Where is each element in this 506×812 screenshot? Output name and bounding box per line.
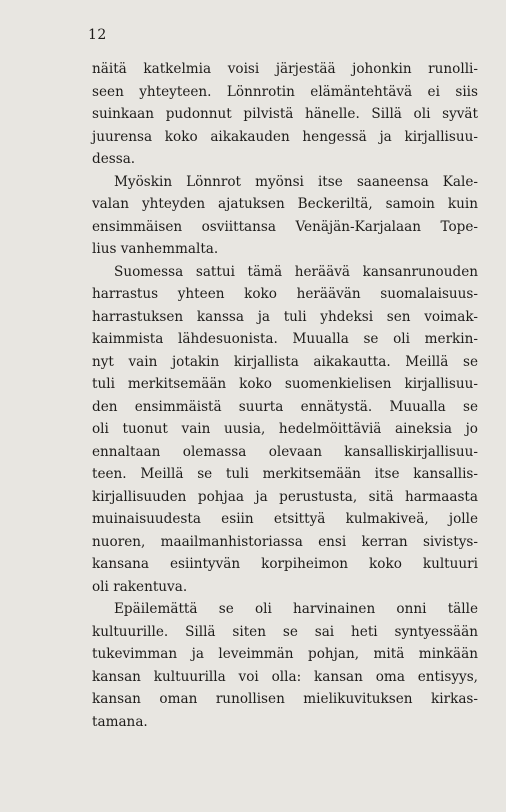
text-line: Suomessa sattui tämä heräävä kansanrunouden [114, 263, 478, 280]
text-line: valan yhteyden ajatuksen Beckeriltä, samoin kuin [92, 196, 478, 212]
text-line: juurensa koko aikakauden hengessä ja kirjallisuu- [92, 128, 478, 145]
text-line: ensimmäisen osviittansa Venäjän-Karjalaan Tope- [92, 218, 478, 235]
text-line: Epäilemättä se oli harvinainen onni tälle [114, 601, 478, 617]
text-line: kaimmista lähdesuonista. Muualla se oli merkin- [92, 331, 478, 347]
text-line: kansana esiintyvän korpiheimon koko kultuuri [92, 556, 478, 572]
text-line: tamana. [92, 713, 148, 730]
text-line: Myöskin Lönnrot myönsi itse saaneensa Kale- [114, 173, 478, 190]
text-line: nyt vain jotakin kirjallista aikakautta. Meillä se [92, 353, 478, 370]
text-line: seen yhteyteen. Lönnrotin elämäntehtävä ei siis [92, 83, 478, 100]
text-line: muinaisuudesta esiin etsittyä kulmakiveä, jolle [92, 511, 478, 527]
text-line: dessa. [92, 151, 136, 167]
text-line: harrastus yhteen koko heräävän suomalaisuus- [92, 286, 478, 302]
page-number: 12 [88, 27, 107, 43]
text-line: kansan kultuurilla voi olla: kansan oma entisyys, [92, 668, 478, 685]
body-text [92, 58, 478, 733]
text-line: näitä katkelmia voisi järjestää johonkin runolli- [92, 61, 478, 77]
text-line: nuoren, maailmanhistoriassa ensi kerran sivistys- [92, 533, 478, 550]
text-line: oli rakentuva. [92, 578, 188, 595]
text-line: den ensimmäistä suurta ennätystä. Muualla se [92, 398, 478, 415]
text-line: ennaltaan olemassa olevaan kansalliskirjallisuu- [92, 443, 478, 460]
text-line: kansan oman runollisen mielikuvituksen kirkas- [92, 691, 478, 707]
text-line: kultuurille. Sillä siten se sai heti syntyessään [92, 623, 478, 640]
text-line: tuli merkitsemään koko suomenkielisen kirjallisuu- [92, 376, 478, 392]
text-line: kirjallisuuden pohjaa ja perustusta, sitä harmaasta [92, 488, 478, 505]
text-line: lius vanhemmalta. [92, 241, 219, 257]
text-line: suinkaan pudonnut pilvistä hänelle. Sillä oli syvät [92, 106, 478, 122]
text-line: tukevimman ja leveimmän pohjan, mitä minkään [92, 646, 478, 662]
text-line: teen. Meillä se tuli merkitsemään itse kansallis- [92, 466, 478, 482]
text-line: oli tuonut vain uusia, hedelmöittäviä aineksia jo [92, 421, 478, 437]
text-line: harrastuksen kanssa ja tuli yhdeksi sen voimak- [92, 308, 478, 325]
